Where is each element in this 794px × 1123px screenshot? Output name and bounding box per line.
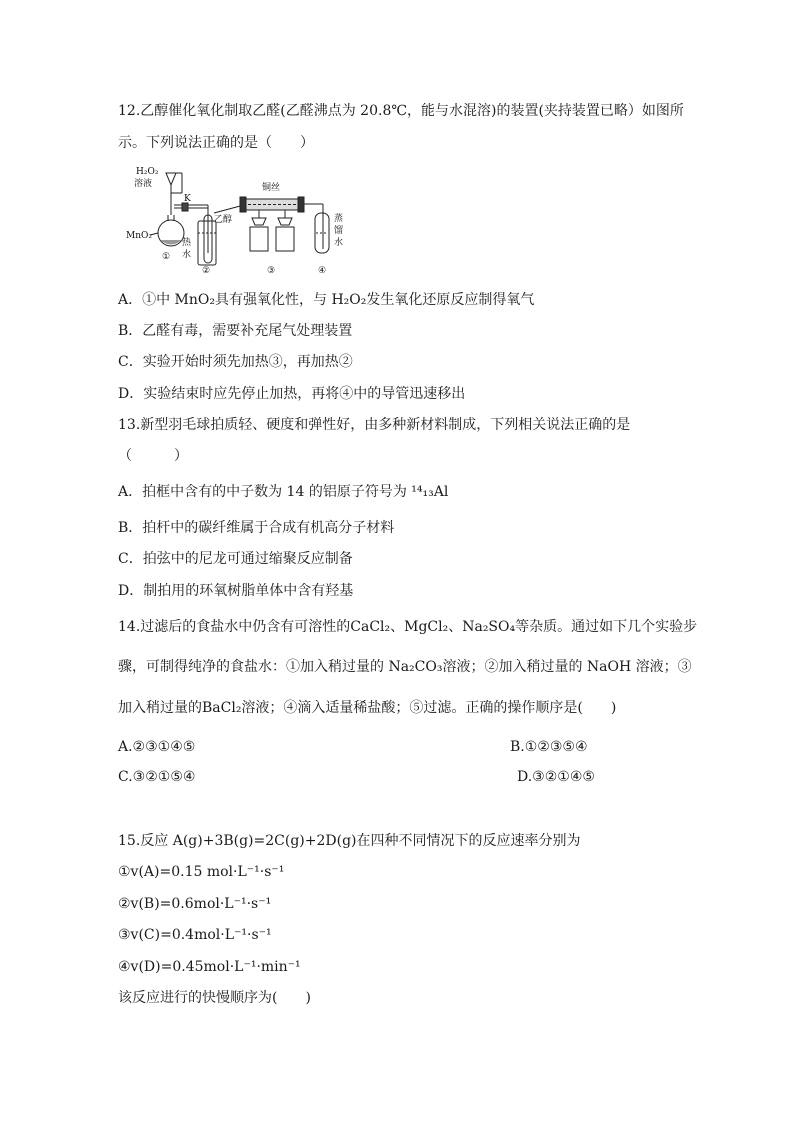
label-n3: ③: [267, 266, 276, 275]
q14-option-b: B.①②③⑤④: [510, 739, 588, 755]
q13-option-c: C．拍弦中的尼龙可通过缩聚反应制备: [118, 551, 353, 567]
label-ethanol: 乙醇: [214, 215, 233, 225]
q14-option-a: A.②③①④⑤: [118, 739, 196, 755]
q13-stem: 13.新型羽毛球拍质轻、硬度和弹性好，由多种新材料制成，下列相关说法正确的是: [118, 417, 631, 433]
burner-left: [250, 227, 268, 251]
q12-option-d: D．实验结束时应先停止加热，再将④中的导管迅速移出: [118, 386, 466, 402]
q12-apparatus-figure: [118, 163, 363, 275]
dropping-funnel: [166, 173, 176, 185]
label-n2: ②: [202, 266, 211, 275]
q12-stem-line-2: 示。下列说法正确的是（ ）: [118, 135, 314, 151]
q14-stem-line-2: 骤，可制得纯净的食盐水：①加入稍过量的 Na₂CO₃溶液；②加入稍过量的 NaOH 溶液；③: [118, 659, 692, 675]
label-n1: ①: [162, 252, 171, 262]
q13-option-a: A．拍框中含有的中子数为 14 的铝原子符号为 ¹⁴₁₃Al: [118, 484, 449, 500]
q15-rate-2: ②v(B)=0.6mol·L⁻¹·s⁻¹: [118, 896, 272, 912]
label-h2o2: H₂O₂: [136, 167, 159, 177]
q12-option-a: A．①中 MnO₂具有强氧化性，与 H₂O₂发生氧化还原反应制得氧气: [118, 292, 535, 308]
label-distilled-1: 蒸: [334, 214, 344, 224]
label-water: 水: [182, 250, 192, 260]
q15-stem: 15.反应 A(g)+3B(g)=2C(g)+2D(g)在四种不同情况下的反应速率分别为: [118, 833, 581, 849]
q12-option-b: B．乙醛有毒，需要补充尾气处理装置: [118, 323, 353, 339]
label-k: K: [184, 194, 191, 204]
q13-option-d: D．制拍用的环氧树脂单体中含有羟基: [118, 583, 354, 599]
q15-question: 该反应进行的快慢顺序为( ): [118, 990, 311, 1006]
label-distilled-2: 馏: [334, 226, 344, 236]
q15-rate-3: ③v(C)=0.4mol·L⁻¹·s⁻¹: [118, 927, 272, 943]
q12-stem-line-1: 12.乙醇催化氧化制取乙醛(乙醛沸点为 20.8℃，能与水混溶)的装置(夹持装置已略）如图所: [118, 103, 684, 119]
q14-option-d: D.③②①④⑤: [517, 769, 595, 785]
beaker: [198, 221, 216, 265]
label-solution: 溶液: [134, 179, 153, 189]
q13-paren: （ ）: [118, 448, 188, 464]
burner-right: [276, 227, 294, 251]
label-distilled-3: 水: [334, 238, 344, 248]
label-hot: 热: [182, 238, 192, 248]
q15-rate-1: ①v(A)=0.15 mol·L⁻¹·s⁻¹: [118, 864, 285, 880]
label-n4: ④: [318, 266, 327, 275]
q13-option-b: B．拍杆中的碳纤维属于合成有机高分子材料: [118, 520, 395, 536]
q14-option-c: C.③②①⑤④: [118, 769, 196, 785]
q15-rate-4: ④v(D)=0.45mol·L⁻¹·min⁻¹: [118, 959, 301, 975]
q14-stem-line-3: 加入稍过量的BaCl₂溶液；④滴入适量稀盐酸；⑤过滤。正确的操作顺序是( ): [118, 700, 617, 716]
q12-option-c: C．实验开始时须先加热③，再加热②: [118, 354, 353, 370]
label-mno2: MnO₂: [126, 231, 152, 241]
q14-stem-line-1: 14.过滤后的食盐水中仍含有可溶性的CaCl₂、MgCl₂、Na₂SO₄等杂质。通过如下几个实验步: [118, 619, 698, 635]
label-copper-wire: 铜丝: [262, 183, 281, 193]
